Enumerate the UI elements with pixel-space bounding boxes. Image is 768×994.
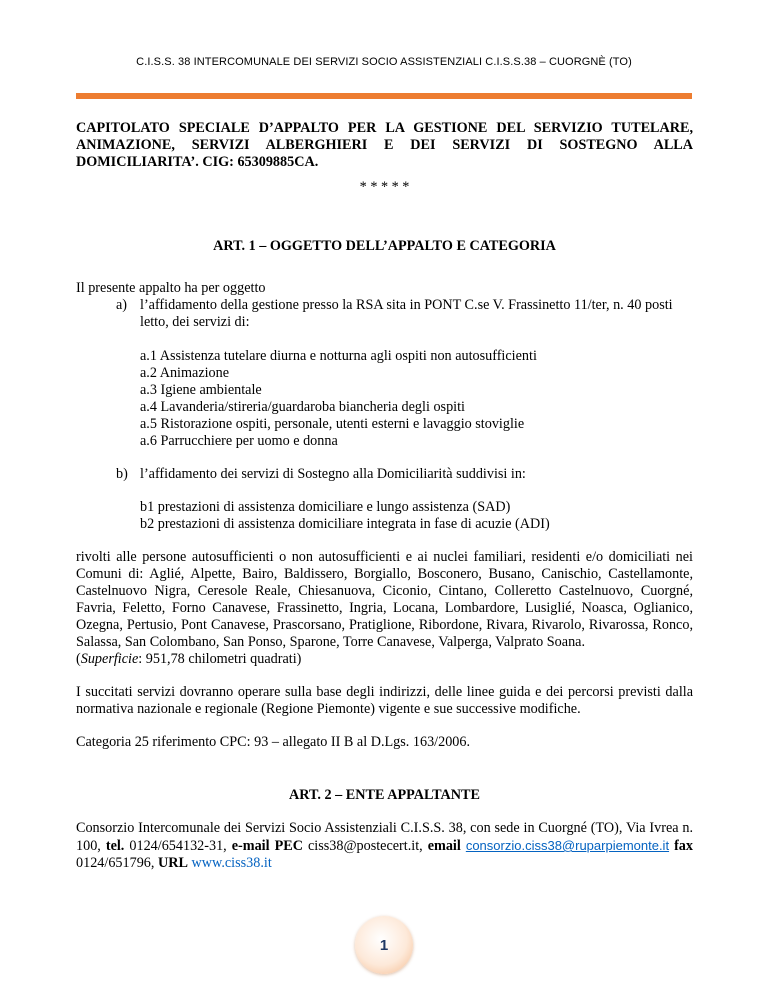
- art1-heading: ART. 1 – OGGETTO DELL’APPALTO E CATEGORIA: [213, 238, 556, 254]
- ente-text: Consorzio Intercomunale dei Servizi Socio Assistenziali C.I.S.S. 38, con sede in Cuorgné (TO), Via Ivrea n. 100,: [76, 820, 693, 854]
- page-number: 1: [379, 936, 389, 954]
- item-a-marker: a): [116, 297, 128, 313]
- pec-label: e-mail PEC: [231, 838, 303, 854]
- fax-value: 0124/651796,: [76, 855, 158, 871]
- page-number-badge: [355, 916, 413, 974]
- page-header: C.I.S.S. 38 INTERCOMUNALE DEI SERVIZI SOCIO ASSISTENZIALI C.I.S.S.38 – CUORGNÈ (TO): [136, 56, 632, 68]
- item-b-sub-2: b2 prestazioni di assistenza domiciliare integrata in fase di acuzie (ADI): [140, 516, 550, 532]
- document-body: [76, 120, 693, 872]
- url-label: URL: [157, 855, 188, 871]
- item-a-sub-1: a.1 Assistenza tutelare diurna e notturna agli ospiti non autosufficienti: [140, 348, 537, 364]
- categoria-paragraph: Categoria 25 riferimento CPC: 93 – allegato II B al D.Lgs. 163/2006.: [76, 734, 471, 750]
- item-a-text: l’affidamento della gestione presso la RSA sita in PONT C.se V. Frassinetto 11/ter, n. 40 posti letto, dei servizi di:: [140, 297, 673, 330]
- document-title: CAPITOLATO SPECIALE D’APPALTO PER LA GESTIONE DEL SERVIZIO TUTELARE, ANIMAZIONE, SERVIZI ALBERGHIERI E DEI SERVIZI DI SOSTEGNO ALLA DOMICILIARITA’. CIG: 65309885CA.: [76, 120, 693, 170]
- item-b-sublist: [140, 499, 693, 533]
- art1-intro: Il presente appalto ha per oggetto: [76, 280, 266, 296]
- comuni-paragraph: rivolti alle persone autosufficienti o non autosufficienti e ai nuclei familiari, residenti e/o domiciliati nei Comuni di: Aglié, Alpette, Bairo, Baldissero, Borgiallo, Bosconero, Busano, Canischio, Castellamonte, Castelnuovo Nigra, Ceresole Reale, Chiesanuova, Ciconio, Cintano, Colleretto Castelnuovo, Cuorgné, Favria, Feletto, Forno Canavese, Frassinetto, Ingria, Locana, Lombardore, Lusiglié, Noasca, Oglianico, Ozegna, Pertusio, Pont Canavese, Prascorsano, Pratiglione, Ribordone, Rivara, Rivarolo, Rivarossa, Ronco, Salassa, San Colombano, San Ponso, Sparone, Torre Canavese, Valperga, Valprato Soana.: [76, 549, 693, 650]
- superficie-paren: (: [76, 651, 81, 667]
- pec-value: ciss38@postecert.it,: [302, 838, 428, 854]
- tel-value: 0124/654132-31,: [124, 838, 232, 854]
- item-a-sub-6: a.6 Parrucchiere per uomo e donna: [140, 433, 338, 449]
- fax-label: fax: [674, 838, 693, 854]
- item-a-sub-3: a.3 Igiene ambientale: [140, 382, 262, 398]
- tel-label: tel.: [105, 838, 125, 854]
- item-a-sub-2: a.2 Animazione: [140, 365, 230, 381]
- item-b-marker: b): [116, 466, 128, 482]
- item-b-sub-1: b1 prestazioni di assistenza domiciliare e lungo assistenza (SAD): [140, 499, 511, 515]
- item-b-text: l’affidamento dei servizi di Sostegno alla Domiciliarità suddivisi in:: [140, 466, 526, 482]
- art2-heading: ART. 2 – ENTE APPALTANTE: [289, 787, 480, 803]
- superficie-value: : 951,78 chilometri quadrati): [138, 651, 302, 667]
- website-link[interactable]: www.ciss38.it: [191, 855, 272, 871]
- superficie-line: [76, 651, 693, 668]
- email-link[interactable]: consorzio.ciss38@ruparpiemonte.it: [465, 838, 670, 853]
- item-a-sublist: [140, 348, 693, 450]
- email-label: email: [427, 838, 461, 854]
- item-a-sub-5: a.5 Ristorazione ospiti, personale, utenti esterni e lavaggio stoviglie: [140, 416, 525, 432]
- art1-item-a: [116, 297, 693, 331]
- title-separator: * * * * *: [359, 179, 410, 195]
- header-divider: [76, 93, 692, 99]
- art1-item-b: [116, 466, 693, 483]
- indirizzi-paragraph: I succitati servizi dovranno operare sulla base degli indirizzi, delle linee guida e dei percorsi previsti dalla normativa nazionale e regionale (Regione Piemonte) vigente e sue successive modifiche.: [76, 684, 693, 717]
- item-a-sub-4: a.4 Lavanderia/stireria/guardaroba biancheria degli ospiti: [140, 399, 465, 415]
- superficie-label: Superficie: [80, 651, 139, 667]
- ente-paragraph: [76, 820, 693, 872]
